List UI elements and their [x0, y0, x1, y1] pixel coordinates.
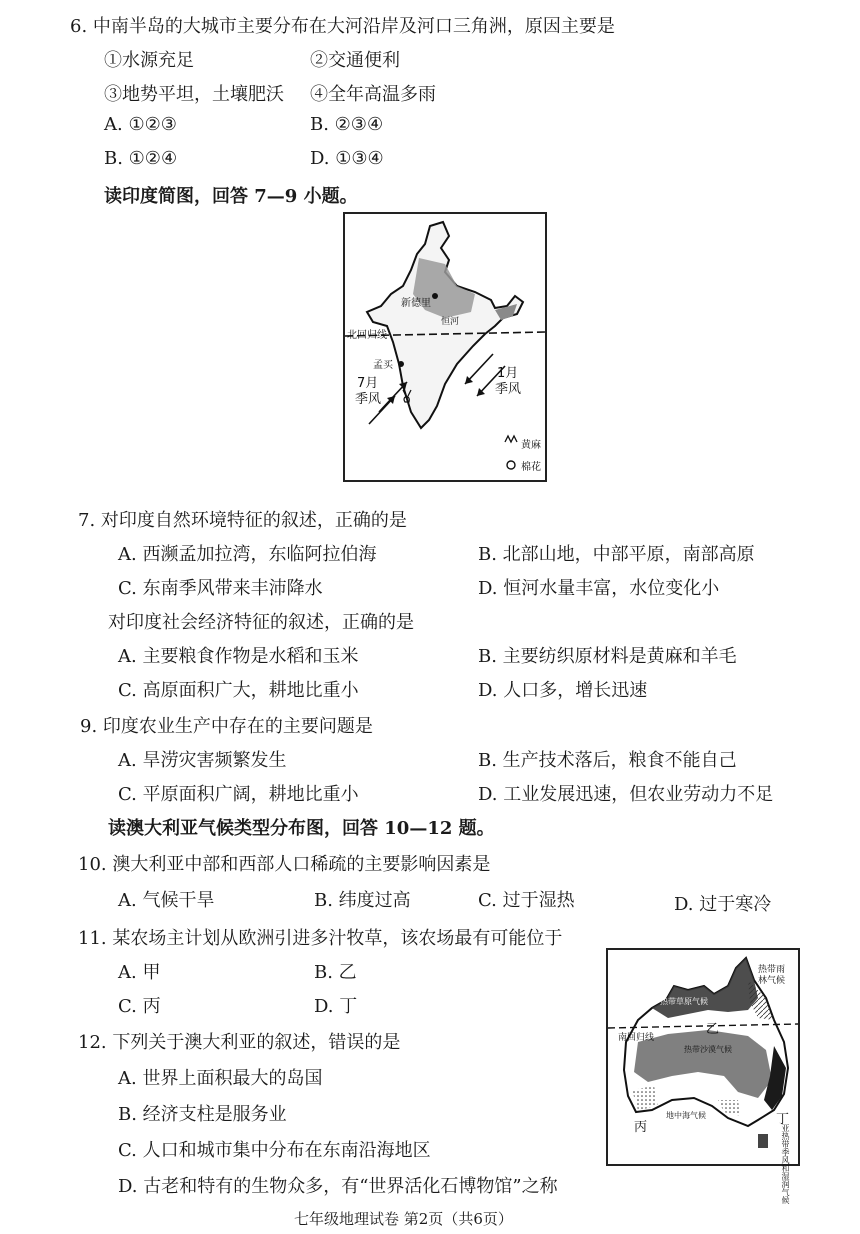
q12-option-a: A. 世界上面积最大的岛国	[118, 1068, 323, 1089]
q7-stem: 7. 对印度自然环境特征的叙述，正确的是	[78, 510, 407, 531]
intro-india: 读印度简图，回答 7—9 小题。	[104, 186, 358, 207]
q6-option-a: A. ①②③	[104, 114, 177, 135]
australia-map	[606, 948, 800, 1204]
q7-option-a: A. 西濒孟加拉湾，东临阿拉伯海	[118, 544, 377, 565]
q8-option-c: C. 高原面积广大，耕地比重小	[118, 680, 359, 701]
q8-option-b: B. 主要纺织原材料是黄麻和羊毛	[478, 646, 737, 667]
q8-stem: 对印度社会经济特征的叙述，正确的是	[108, 612, 414, 633]
q9-stem: 9. 印度农业生产中存在的主要问题是	[80, 716, 373, 737]
q6-stem: 6. 中南半岛的大城市主要分布在大河沿岸及河口三角洲，原因主要是	[70, 16, 615, 37]
tasmania	[758, 1134, 768, 1148]
q12-stem: 12. 下列关于澳大利亚的叙述，错误的是	[78, 1032, 401, 1053]
q7-option-b: B. 北部山地，中部平原，南部高原	[478, 544, 755, 565]
q6-item-4: ④全年高温多雨	[310, 84, 436, 105]
legend-jute-label: 黄麻	[521, 440, 541, 451]
q11-option-d: D. 丁	[314, 996, 358, 1017]
q10-option-b: B. 纬度过高	[314, 890, 411, 911]
q9-option-a: A. 旱涝灾害频繁发生	[118, 750, 287, 771]
label-mediterranean: 地中海气候	[666, 1111, 706, 1120]
q12-option-b: B. 经济支柱是服务业	[118, 1104, 287, 1125]
label-subtropical: 亚热带季风和湿润气候	[781, 1124, 790, 1204]
q10-option-a: A. 气候干旱	[118, 890, 215, 911]
q11-option-c: C. 丙	[118, 996, 161, 1017]
new-delhi-dot	[432, 293, 438, 299]
label-yi: 乙	[706, 1022, 720, 1037]
label-rainforest-1: 热带雨	[758, 965, 786, 975]
q6-option-d: D. ①③④	[310, 148, 384, 169]
q10-option-c: C. 过于湿热	[478, 890, 575, 911]
q8-option-a: A. 主要粮食作物是水稻和玉米	[118, 646, 359, 667]
q9-option-b: B. 生产技术落后，粮食不能自己	[478, 750, 737, 771]
label-ding: 丁	[776, 1112, 790, 1127]
label-jia: 甲	[640, 988, 654, 1003]
label-river: 恒河	[441, 317, 460, 327]
tropical-savanna-zone	[652, 958, 758, 1018]
intro-australia: 读澳大利亚气候类型分布图，回答 10—12 题。	[108, 818, 495, 839]
label-july-2: 季风	[355, 392, 382, 407]
label-tropic-india: 北回归线	[347, 330, 387, 341]
q6-item-2: ②交通便利	[310, 50, 400, 71]
q12-option-c: C. 人口和城市集中分布在东南沿海地区	[118, 1140, 431, 1161]
q6-option-c: B. ①②④	[104, 148, 178, 169]
india-map-graphic	[345, 214, 545, 480]
q11-stem: 11. 某农场主计划从欧洲引进多汁牧草，该农场最有可能位于	[78, 928, 563, 949]
q9-option-c: C. 平原面积广阔，耕地比重小	[118, 784, 359, 805]
legend-jute-icon	[505, 436, 517, 442]
label-savanna: 热带草原气候	[660, 997, 708, 1006]
page-footer: 七年级地理试卷 第2页（共6页）	[294, 1210, 513, 1228]
legend-cotton-icon	[507, 461, 515, 469]
q7-option-c: C. 东南季风带来丰沛降水	[118, 578, 323, 599]
label-tropic-australia: 南回归线	[618, 1033, 655, 1043]
q11-option-a: A. 甲	[118, 962, 161, 983]
label-bing: 丙	[634, 1120, 648, 1135]
q10-stem: 10. 澳大利亚中部和西部人口稀疏的主要影响因素是	[78, 854, 491, 875]
q12-option-d: D. 古老和特有的生物众多，有“世界活化石博物馆”之称	[118, 1176, 558, 1197]
label-new-delhi: 新德里	[401, 298, 431, 309]
q6-option-b: B. ②③④	[310, 114, 384, 135]
q10-option-d: D. 过于寒冷	[674, 894, 772, 915]
label-mumbai: 孟买	[373, 360, 393, 371]
label-desert: 热带沙漠气候	[684, 1045, 732, 1054]
mumbai-dot	[398, 361, 404, 367]
legend-cotton-label: 棉花	[521, 462, 541, 473]
q11-option-b: B. 乙	[314, 962, 357, 983]
q8-option-d: D. 人口多，增长迅速	[478, 680, 648, 701]
label-rainforest-2: 林气候	[758, 976, 786, 986]
label-july-1: 7月	[357, 376, 379, 391]
label-jan-1: 1月	[497, 366, 519, 381]
india-map	[343, 212, 547, 482]
q9-option-d: D. 工业发展迅速，但农业劳动力不足	[478, 784, 774, 805]
label-jan-2: 季风	[495, 382, 522, 397]
q6-item-1: ①水源充足	[104, 50, 194, 71]
q7-option-d: D. 恒河水量丰富，水位变化小	[478, 578, 720, 599]
q6-item-3: ③地势平坦，土壤肥沃	[104, 84, 284, 105]
